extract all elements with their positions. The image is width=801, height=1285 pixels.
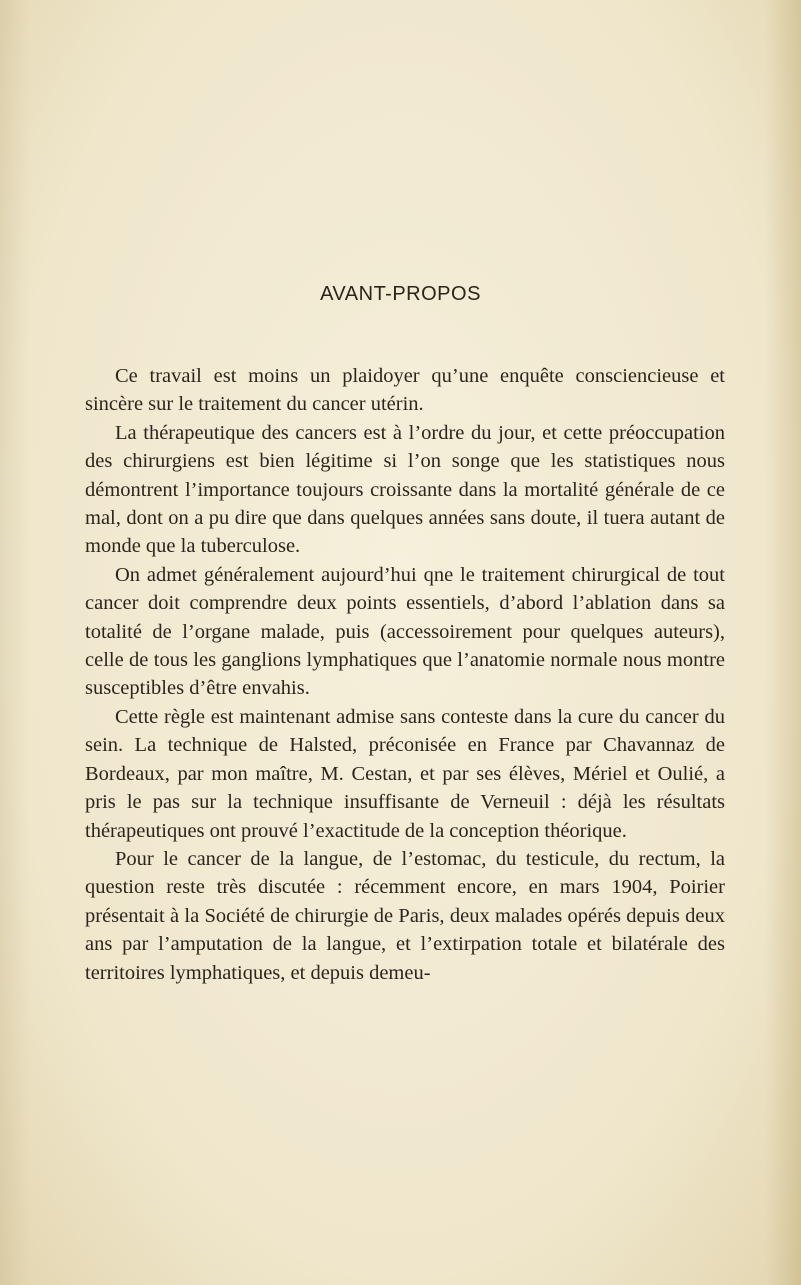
paragraph: On admet généralement aujourd’hui qne le traitement chirurgical de tout cancer doit comprendre deux points essentiels, d’abord l’ablation dans sa totalité de l’organe malade, puis (accessoirement pour quelques auteurs), celle de tous les ganglions lymphatiques que l’anatomie normale nous montre susceptibles d’être envahis. [85, 563, 725, 700]
paragraph: Ce travail est moins un plaidoyer qu’une enquête consciencieuse et sincère sur le traitement du cancer utérin. [85, 365, 725, 416]
page-title: AVANT-PROPOS [320, 283, 481, 305]
paragraph: Pour le cancer de la langue, de l’estomac, du testicule, du rectum, la question reste très discutée : récemment encore, en mars 1904, Poirier présentait à la Société de chirurgie de Paris, deux malades opérés depuis deux ans par l’amputation de la langue, et l’extirpation totale et bilatérale des territoires lymphatiques, et depuis demeu- [85, 847, 725, 984]
paragraph: La thérapeutique des cancers est à l’ordre du jour, et cette préoccupation des chirurgiens est bien légitime si l’on songe que les statistiques nous démontrent l’importance toujours croissante dans la mortalité générale de ce mal, dont on a pu dire que dans quelques années sans doute, il tuera autant de monde que la tuberculose. [85, 421, 725, 558]
paragraph: Cette règle est maintenant admise sans conteste dans la cure du cancer du sein. La technique de Halsted, préconisée en France par Chavannaz de Bordeaux, par mon maître, M. Cestan, et par ses élèves, Mériel et Oulié, a pris le pas sur la technique insuffisante de Verneuil : déjà les résultats thérapeutiques ont prouvé l’exactitude de la conception théorique. [85, 705, 725, 842]
body-text [85, 362, 725, 987]
